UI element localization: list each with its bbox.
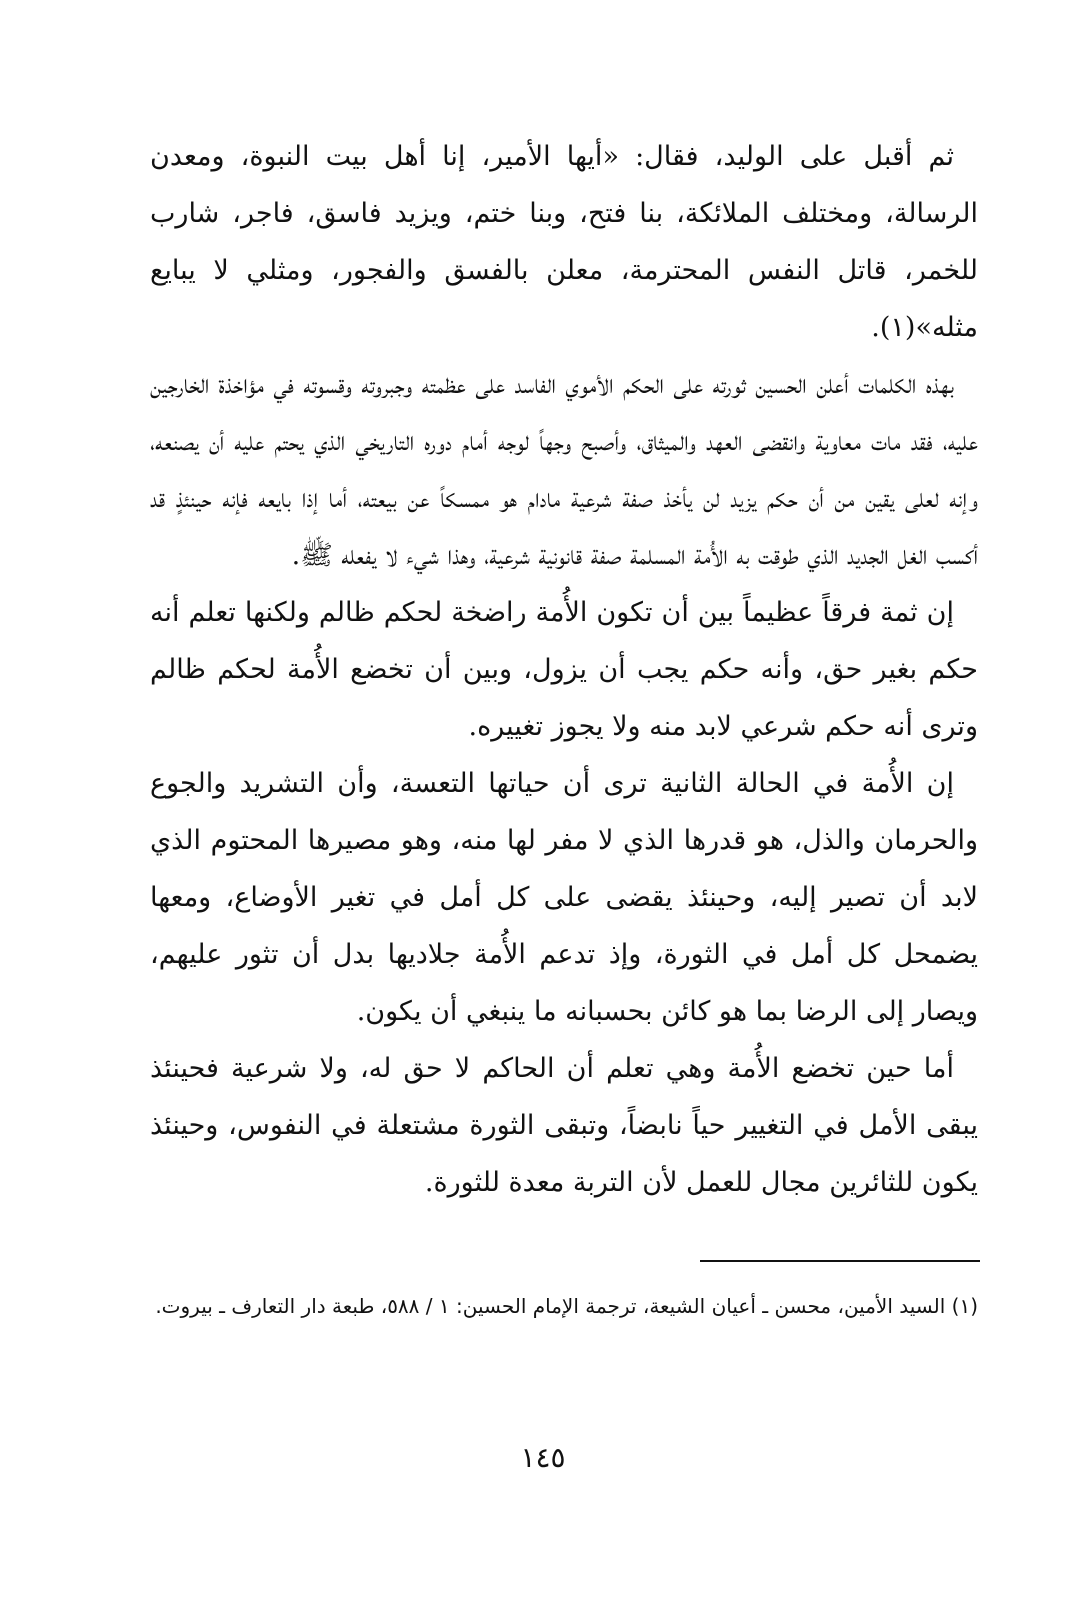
footnote: (١) السيد الأمين، محسن ـ أعيان الشيعة، ترجمة الإمام الحسين: ١ / ٥٨٨، طبعة دار التعارف ـ بيروت.	[155, 1294, 978, 1318]
page-number: ١٤٥	[520, 1441, 566, 1474]
paragraph-1: ثم أقبل على الوليد، فقال: «أيها الأمير، إنا أهل بيت النبوة، ومعدن الرسالة، ومختلف الملائكة، بنا فتح، وبنا ختم، ويزيد فاسق، فاجر، شارب للخمر، قاتل النفس المحترمة، معلن بالفسق والفجور، ومثلي لا يبايع مثله»(١).	[150, 141, 978, 343]
paragraph-5: أما حين تخضع الأُمة وهي تعلم أن الحاكم لا حق له، ولا شرعية فحينئذ يبقى الأمل في التغيير حياً نابضاً، وتبقى الثورة مشتعلة في النفوس، وحينئذ يكون للثائرين مجال للعمل لأن التربة معدة للثورة.	[150, 1053, 978, 1198]
paragraph-2: بهذه الكلمات أعلن الحسين ثورته على الحكم الأموي الفاسد على عظمته وجبروته وقسوته في مؤاخذة الخارجين عليه، فقد مات معاوية وانقضى العهد والميثاق، وأصبح وجهاً لوجه أمام دوره التاريخي الذي يحتم عليه أن يصنعه، وإنه لعلى يقين من أن حكم يزيد لن يأخذ صفة شرعية مادام هو ممسكاً عن بيعته، أما إذا بايعه فإنه حينئذٍ قد أكسب الغل الجديد الذي طوقت به الأُمة المسلمة صفة قانونية شرعية، وهذا شيء لا يفعله ﷺ.	[150, 369, 978, 571]
body-text	[150, 128, 978, 1211]
paragraph-3: إن ثمة فرقاً عظيماً بين أن تكون الأُمة راضخة لحكم ظالم ولكنها تعلم أنه حكم بغير حق، وأنه حكم يجب أن يزول، وبين أن تخضع الأُمة لحكم ظالم وترى أنه حكم شرعي لابد منه ولا يجوز تغييره.	[150, 597, 978, 742]
paragraph-4: إن الأُمة في الحالة الثانية ترى أن حياتها التعسة، وأن التشريد والجوع والحرمان والذل، هو قدرها الذي لا مفر لها منه، وهو مصيرها المحتوم الذي لابد أن تصير إليه، وحينئذ يقضى على كل أمل في تغير الأوضاع، ومعها يضمحل كل أمل في الثورة، وإذ تدعم الأُمة جلاديها بدل أن تثور عليهم، ويصار إلى الرضا بما هو كائن بحسبانه ما ينبغي أن يكون.	[150, 768, 978, 1027]
footnote-divider	[700, 1260, 980, 1262]
